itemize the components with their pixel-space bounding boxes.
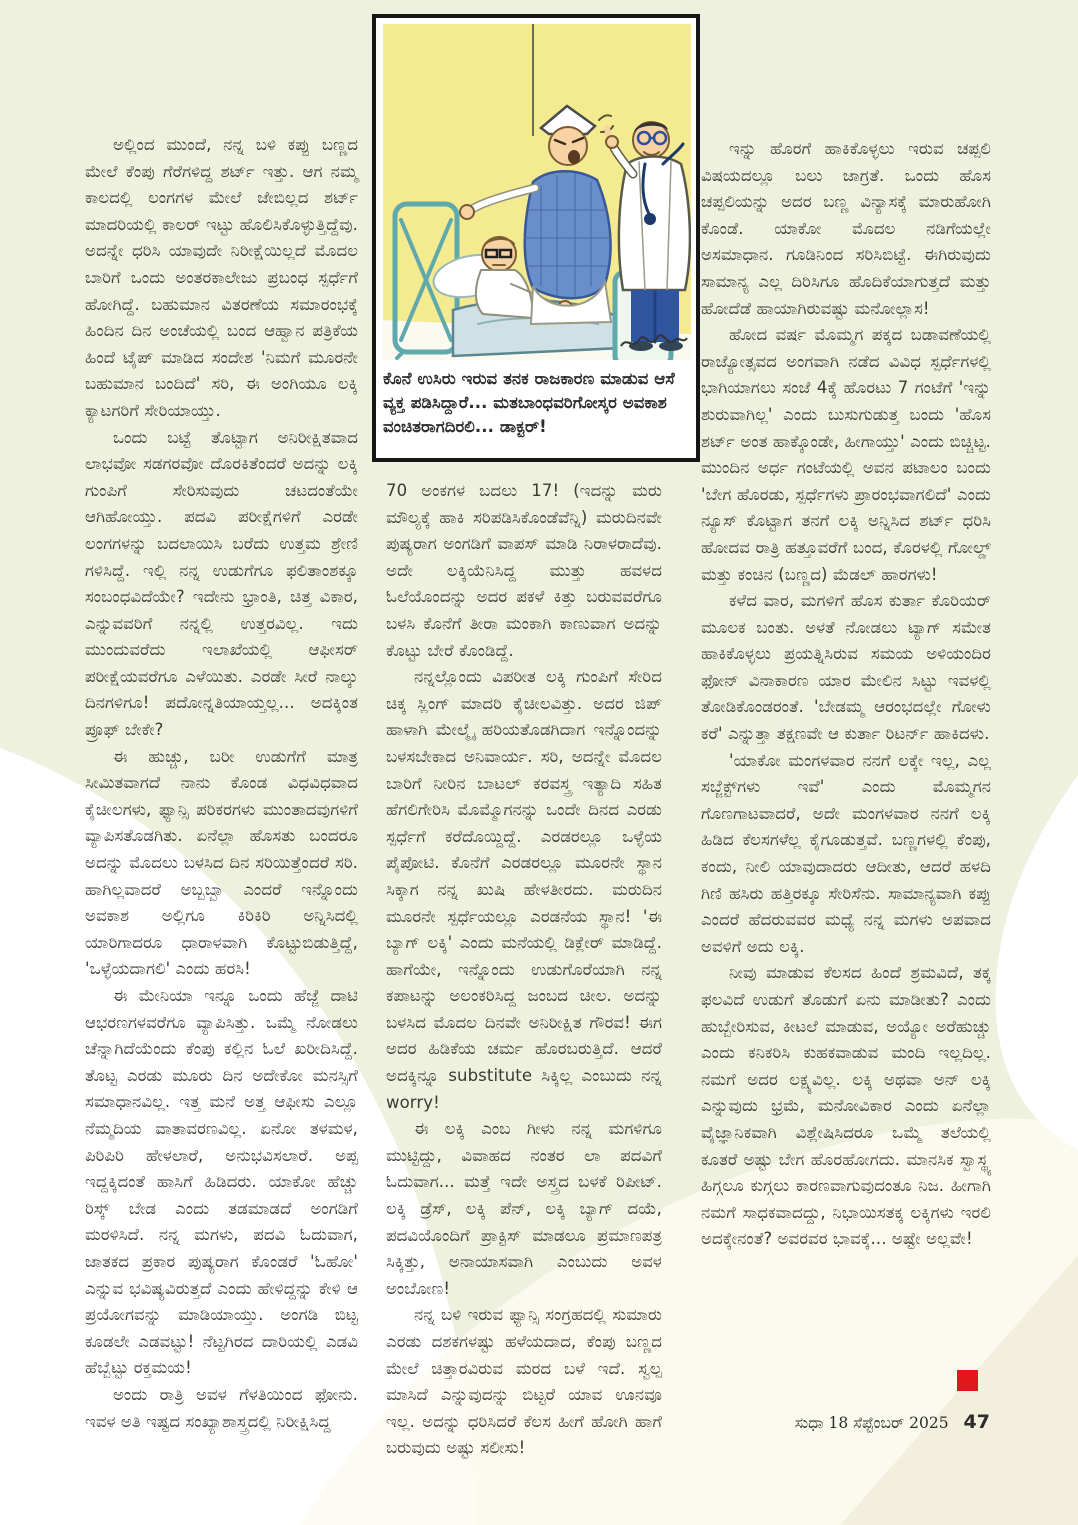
footer-page-number: 47 (963, 1411, 990, 1433)
paragraph: ಈ ಲಕ್ಕಿ ಎಂಬ ಗೀಳು ನನ್ನ ಮಗಳಿಗೂ ಮುಟ್ಟಿದ್ದು, ವಿವಾಹದ ನಂತರ ಲಾ ಪದವಿಗೆ ಓದುವಾಗ... ಮತ್ತೆ ಇದೇ ಅಸ್ತ್ರದ ಬಳಕೆ ರಿಪೀಟ್. ಲಕ್ಕಿ ಡ್ರೆಸ್, ಲಕ್ಕಿ ಪೆನ್, ಲಕ್ಕಿ ಬ್ಯಾಗ್ ದಯೆ, ಪದವಿಯೊಂದಿಗೆ ಪ್ರಾಕ್ಟಿಸ್ ಮಾಡಲೂ ಪ್ರಮಾಣಪತ್ರ ಸಿಕ್ಕಿತ್ತು, ಅನಾಯಾಸವಾಗಿ ಎಂಬುದು ಅವಳ ಅಂಬೋಣ! (386, 1119, 662, 1298)
paragraph: ನನ್ನ ಬಳಿ ಇರುವ ಫ್ಯಾನ್ಸಿ ಸಂಗ್ರಹದಲ್ಲಿ ಸುಮಾರು ಎರಡು ದಶಕಗಳಷ್ಟು ಹಳೆಯದಾದ, ಕೆಂಪು ಬಣ್ಣದ ಮೇಲೆ ಚಿತ್ತಾರವಿರುವ ಮರದ ಬಳೆ ಇದೆ. ಸ್ವಲ್ಪ ಮಾಸಿದೆ ಎನ್ನುವುದನ್ನು ಬಿಟ್ಟರೆ ಯಾವ ಊನವೂ ಇಲ್ಲ. ಅದನ್ನು ಧರಿಸಿದರೆ ಕೆಲಸ ಹೀಗೆ ಹೋಗಿ ಹಾಗೆ ಬರುವುದು ಅಷ್ಟು ಸಲೀಸು! (386, 1305, 662, 1458)
paragraph: ಇನ್ನು ಹೊರಗೆ ಹಾಕಿಕೊಳ್ಳಲು ಇರುವ ಚಪ್ಪಲಿ ವಿಷಯದಲ್ಲೂ ಬಲು ಜಾಗ್ರತೆ. ಒಂದು ಹೊಸ ಚಪ್ಪಲಿಯನ್ನು ಅದರ ಬಣ್ಣ ವಿನ್ಯಾಸಕ್ಕೆ ಮಾರುಹೋಗಿ ಕೊಂಡೆ. ಯಾಕೋ ಮೊದಲ ನಡಿಗೆಯಲ್ಲೇ ಅಸಮಾಧಾನ. ಗೂಡಿನಿಂದ ಸರಿಸಿಬಿಟ್ಟೆ. ಈಗಿರುವುದು ಸಾಮಾನ್ಯ ಎಲ್ಲ ದಿರಿಸಿಗೂ ಹೊದಿಕೆಯಾಗುತ್ತದೆ ಮತ್ತು ಹೋದೆಡೆ ಹಾಯಾಗಿರುವಷ್ಟು ಮನೋಲ್ಲಾಸ! (701, 139, 991, 318)
paragraph: ನನ್ನಲ್ಲೊಂದು ವಿಪರೀತ ಲಕ್ಕಿ ಗುಂಪಿಗೆ ಸೇರಿದ ಚಿಕ್ಕ ಸ್ಲಿಂಗ್ ಮಾದರಿ ಕೈಚೀಲವಿತ್ತು. ಅದರ ಜಿಪ್ ಹಾಳಾಗಿ ಮೇಲ್ಮೈ ಹರಿಯತೊಡಗಿದಾಗ ಇನ್ನೊಂದನ್ನು ಬಳಸಬೇಕಾದ ಅನಿವಾರ್ಯ. ಸರಿ, ಅದನ್ನೇ ಮೊದಲ ಬಾರಿಗೆ ನೀರಿನ ಬಾಟಲ್ ಕರವಸ್ತ್ರ ಇತ್ಯಾದಿ ಸಹಿತ ಹೆಗಲಿಗೇರಿಸಿ ಮೊಮ್ಮೊಗನನ್ನು ಒಂದೇ ದಿನದ ಎರಡು ಸ್ಪರ್ಧೆಗೆ ಕರೆದೊಯ್ದಿದ್ದೆ. ಎರಡರಲ್ಲೂ ಒಳ್ಳೆಯ ಪೈಪೋಟಿ. ಕೊನೆಗೆ ಎರಡರಲ್ಲೂ ಮೂರನೇ ಸ್ಥಾನ ಸಿಕ್ಕಾಗ ನನ್ನ ಖುಷಿ ಹೇಳತೀರದು. ಮರುದಿನ ಮೂರನೇ ಸ್ಪರ್ಧೆಯಲ್ಲೂ ಎರಡನೆಯ ಸ್ಥಾನ! 'ಈ ಬ್ಯಾಗ್ ಲಕ್ಕಿ' ಎಂದು ಮನೆಯಲ್ಲಿ ಡಿಕ್ಲೇರ್ ಮಾಡಿದ್ದೆ. ಹಾಗೆಯೇ, ಇನ್ನೊಂದು ಉಡುಗೊರೆಯಾಗಿ ನನ್ನ ಕಪಾಟನ್ನು ಅಲಂಕರಿಸಿದ್ದ ಜಂಬದ ಚೀಲ. ಅದನ್ನು ಬಳಸಿದ ಮೊದಲ ದಿನವೇ ಅನಿರೀಕ್ಷಿತ ಗೌರವ! ಈಗ ಅದರ ಹಿಡಿಕೆಯ ಚರ್ಮ ಹೊರಬರುತ್ತಿದೆ. ಆದರೆ ಅದಕ್ಕಿನ್ನೂ substitute ಸಿಕ್ಕಿಲ್ಲ ಎಂಬುದು ನನ್ನ worry! (386, 667, 662, 1112)
paragraph: ಕಳೆದ ವಾರ, ಮಗಳಿಗೆ ಹೊಸ ಕುರ್ತಾ ಕೊರಿಯರ್ ಮೂಲಕ ಬಂತು. ಅಳತೆ ನೋಡಲು ಟ್ಯಾಗ್ ಸಮೇತ ಹಾಕಿಕೊಳ್ಳಲು ಪ್ರಯತ್ನಿಸಿರುವ ಸಮಯ ಅಳಿಯಂದಿರ ಫೋನ್ ವಿನಾಕಾರಣ ಯಾರ ಮೇಲಿನ ಸಿಟ್ಟು ಇವಳಲ್ಲಿ ತೋಡಿಕೊಂಡರಂತೆ. 'ಬೇಡಮ್ಮ ಆರಂಭದಲ್ಲೇ ಗೋಳು ಕರೆ' ಎನ್ನುತ್ತಾ ತಕ್ಷಣವೇ ಆ ಕುರ್ತಾ ರಿಟರ್ನ್ ಹಾಕಿದಳು. (701, 591, 991, 744)
paragraph: ಈ ಮೇನಿಯಾ ಇನ್ನೂ ಒಂದು ಹೆಜ್ಜೆ ದಾಟಿ ಆಭರಣಗಳವರೆಗೂ ವ್ಯಾಪಿಸಿತ್ತು. ಒಮ್ಮೆ ನೋಡಲು ಚೆನ್ನಾಗಿದೆಯೆಂದು ಕೆಂಪು ಕಲ್ಲಿನ ಓಲೆ ಖರೀದಿಸಿದ್ದೆ. ತೊಟ್ಟ ಎರಡು ಮೂರು ದಿನ ಅದೇಕೋ ಮನಸ್ಸಿಗೆ ಸಮಾಧಾನವಿಲ್ಲ. ಇತ್ತ ಮನೆ ಅತ್ತ ಆಫೀಸು ಎಲ್ಲೂ ನೆಮ್ಮದಿಯ ವಾತಾವರಣವಿಲ್ಲ. ಏನೋ ತಳಮಳ, ಪಿರಿಪಿರಿ ಹೇಳಲಾರೆ, ಅನುಭವಿಸಲಾರೆ. ಅಪ್ಪ ಇದ್ದಕ್ಕಿದಂತೆ ಹಾಸಿಗೆ ಹಿಡಿದರು. ಯಾಕೋ ಹೆಚ್ಚು ರಿಸ್ಕ್ ಬೇಡ ಎಂದು ತಡಮಾಡದೆ ಅಂಗಡಿಗೆ ಮರಳಿಸಿದೆ. ನನ್ನ ಮಗಳು, ಪದವಿ ಓದುವಾಗ, ಜಾತಕದ ಪ್ರಕಾರ ಪುಷ್ಯರಾಗ ಕೊಂಡರೆ 'ಓಹೋ' ಎನ್ನುವ ಭವಿಷ್ಯವಿರುತ್ತದೆ ಎಂದು ಹೇಳಿದ್ದನ್ನು ಕೇಳಿ ಆ ಪ್ರಯೋಗವನ್ನು ಮಾಡಿಯಾಯ್ತು. ಅಂಗಡಿ ಬಿಟ್ಟ ಕೂಡಲೇ ಎಡವಟ್ಟು! ನೆಟ್ಟಗಿರದ ದಾರಿಯಲ್ಲಿ ಎಡವಿ ಹೆಬ್ಬೆಟ್ಟು ರಕ್ತಮಯ! (85, 986, 358, 1378)
paragraph: ಅಂದು ರಾತ್ರಿ ಅವಳ ಗೆಳತಿಯಿಂದ ಫೋನು. ಇವಳ ಅತಿ ಇಷ್ಟದ ಸಂಖ್ಯಾಶಾಸ್ತ್ರದಲ್ಲಿ ನಿರೀಕ್ಷಿಸಿದ್ದ (85, 1384, 358, 1431)
end-of-article-marker (957, 1370, 978, 1391)
cartoon-illustration (383, 24, 691, 360)
paragraph: 70 ಅಂಕಗಳ ಬದಲು 17! (ಇದನ್ನು ಮರು ಮೌಲ್ಯಕ್ಕೆ ಹಾಕಿ ಸರಿಪಡಿಸಿಕೊಂಡೆವೆನ್ನಿ) ಮರುದಿನವೇ ಪುಷ್ಯರಾಗ ಅಂಗಡಿಗೆ ವಾಪಸ್ ಮಾಡಿ ನಿರಾಳರಾದೆವು. ಅದೇ ಲಕ್ಕಿಯೆನಿಸಿದ್ದ ಮುತ್ತು ಹವಳದ ಓಲೆಯೊಂದನ್ನು ಅದರ ಪಕಳೆ ಕಿತ್ತು ಬರುವವರೆಗೂ ಬಳಸಿ ಕೊನೆಗೆ ತೀರಾ ಮಂಕಾಗಿ ಕಾಣುವಾಗ ಅದನ್ನು ಕೊಟ್ಟು ಬೇರೆ ಕೊಂಡಿದ್ದೆ. (386, 481, 662, 660)
footer-issue-line: ಸುಧಾ 18 ಸೆಪ್ಟೆಂಬರ್ 2025 (794, 1414, 949, 1432)
cartoon-panel (372, 14, 700, 462)
article-column-left (85, 132, 358, 1435)
paragraph: ಅಲ್ಲಿಂದ ಮುಂದೆ, ನನ್ನ ಬಳಿ ಕಪ್ಪು ಬಣ್ಣದ ಮೇಲೆ ಕೆಂಪು ಗೆರೆಗಳಿದ್ದ ಶರ್ಟ್ ಇತ್ತು. ಆಗ ನಮ್ಮ ಕಾಲದಲ್ಲಿ ಲಂಗಗಳ ಮೇಲೆ ಜೇಬಿಲ್ಲದ ಶರ್ಟ್ ಮಾದರಿಯಲ್ಲಿ ಕಾಲರ್ ಇಟ್ಟು ಹೊಲಿಸಿಕೊಳ್ಳುತ್ತಿದ್ದೆವು. ಅದನ್ನೇ ಧರಿಸಿ ಯಾವುದೇ ನಿರೀಕ್ಷೆಯಿಲ್ಲದೆ ಮೊದಲ ಬಾರಿಗೆ ಒಂದು ಅಂತರಕಾಲೇಜು ಪ್ರಬಂಧ ಸ್ಪರ್ಧೆಗೆ ಹೋಗಿದ್ದೆ. ಬಹುಮಾನ ವಿತರಣೆಯ ಸಮಾರಂಭಕ್ಕೆ ಹಿಂದಿನ ದಿನ ಅಂಚೆಯಲ್ಲಿ ಬಂದ ಆಹ್ವಾನ ಪತ್ರಿಕೆಯ ಹಿಂದೆ ಟೈಪ್ ಮಾಡಿದ ಸಂದೇಶ 'ನಿಮಗೆ ಮೂರನೇ ಬಹುಮಾನ ಬಂದಿದೆ' ಸರಿ, ಈ ಅಂಗಿಯೂ ಲಕ್ಕಿ ಕ್ಯಾಟಗರಿಗೆ ಸೇರಿಯಾಯ್ತು. (85, 135, 358, 420)
paragraph: ಹೋದ ವರ್ಷ ಮೊಮ್ಮಗ ಪಕ್ಕದ ಬಡಾವಣೆಯಲ್ಲಿ ರಾಜ್ಯೋತ್ಸವದ ಅಂಗವಾಗಿ ನಡೆದ ವಿವಿಧ ಸ್ಪರ್ಧೆಗಳಲ್ಲಿ ಭಾಗಿಯಾಗಲು ಸಂಜೆ 4ಕ್ಕೆ ಹೊರಟು 7 ಗಂಟೆಗೆ 'ಇನ್ನು ಶುರುವಾಗಿಲ್ಲ' ಎಂದು ಬುಸುಗುಡುತ್ತ ಬಂದು 'ಹೊಸ ಶರ್ಟ್ ಅಂತ ಹಾಕ್ಕೊಂಡೇ, ಹೀಗಾಯ್ತು' ಎಂದು ಬಿಚ್ಚಿಟ್ಟ. ಮುಂದಿನ ಅರ್ಧ ಗಂಟೆಯಲ್ಲಿ ಅವನ ಪಟಾಲಂ ಬಂದು 'ಬೇಗ ಹೊರಡು, ಸ್ಪರ್ಧೆಗಳು ಪ್ರಾರಂಭವಾಗಲಿದೆ' ಎಂದು ನ್ಯೂಸ್ ಕೊಟ್ಟಾಗ ತನಗೆ ಲಕ್ಕಿ ಅನ್ನಿಸಿದ ಶರ್ಟ್ ಧರಿಸಿ ಹೋದವ ರಾತ್ರಿ ಹತ್ತೂವರೆಗೆ ಬಂದ, ಕೊರಳಲ್ಲಿ ಗೋಲ್ಡ್ ಮತ್ತು ಕಂಚಿನ (ಬಣ್ಣದ) ಮೆಡಲ್ ಹಾರಗಳು! (701, 325, 991, 584)
paragraph: ನೀವು ಮಾಡುವ ಕೆಲಸದ ಹಿಂದೆ ಶ್ರಮವಿದೆ, ತಕ್ಕ ಫಲವಿದೆ ಉಡುಗೆ ತೊಡುಗೆ ಏನು ಮಾಡೀತು? ಎಂದು ಹುಬ್ಬೇರಿಸುವ, ಕೀಟಲೆ ಮಾಡುವ, ಅಯ್ಯೋ ಅರೆಹುಚ್ಚು ಎಂದು ಕನಿಕರಿಸಿ ಕುಹಕವಾಡುವ ಮಂದಿ ಇಲ್ಲದಿಲ್ಲ. ನಮಗೆ ಅದರ ಲಕ್ಷ್ಯವಿಲ್ಲ. ಲಕ್ಕಿ ಅಥವಾ ಅನ್ ಲಕ್ಕಿ ಎನ್ನುವುದು ಭ್ರಮೆ, ಮನೋವಿಕಾರ ಎಂದು ಏನೆಲ್ಲಾ ವೈಜ್ಞಾನಿಕವಾಗಿ ವಿಶ್ಲೇಷಿಸಿದರೂ ಒಮ್ಮೆ ತಲೆಯಲ್ಲಿ ಕೂತರೆ ಅಷ್ಟು ಬೇಗ ಹೊರಹೋಗದು. ಮಾನಸಿಕ ಸ್ವಾಸ್ಥ್ಯ ಹಿಗ್ಗಲೂ ಕುಗ್ಗಲು ಕಾರಣವಾಗುವುದಂತೂ ನಿಜ. ಹೀಗಾಗಿ ನಮಗೆ ಸಾಧಕವಾದದ್ದು, ನಿಭಾಯಿಸತಕ್ಕ ಲಕ್ಕಿಗಳು ಇರಲಿ ಅದಕ್ಕೇನಂತೆ? ಅವರವರ ಭಾವಕ್ಕೆ... ಅಷ್ಟೇ ಅಲ್ಲವೇ! (701, 963, 991, 1249)
article-column-right (701, 136, 991, 1253)
paragraph: 'ಯಾಕೋ ಮಂಗಳವಾರ ನನಗೆ ಲಕ್ಕೇ ಇಲ್ಲ, ಎಲ್ಲ ಸಬ್ಜೆಕ್ಟ್‌ಗಳು ಇವೆ' ಎಂದು ಮೊಮ್ಮಗನ ಗೊಣಗಾಟವಾದರೆ, ಅದೇ ಮಂಗಳವಾರ ನನಗೆ ಲಕ್ಕಿ ಹಿಡಿದ ಕೆಲಸಗಳೆಲ್ಲ ಕೈಗೂಡುತ್ತವೆ. ಬಣ್ಣಗಳಲ್ಲಿ ಕೆಂಪು, ಕಂದು, ನೀಲಿ ಯಾವುದಾದರು ಆದೀತು, ಆದರೆ ಹಳದಿ ಗಿಣಿ ಹಸಿರು ಹತ್ತಿರಕ್ಕೂ ಸೇರಿಸೆನು. ಸಾಮಾನ್ಯವಾಗಿ ಕಪ್ಪು ಎಂದರೆ ಹೆದರುವವರ ಮಧ್ಯೆ ನನ್ನ ಮಗಳು ಅಪವಾದ ಅವಳಿಗೆ ಅದು ಲಕ್ಕಿ. (701, 750, 991, 956)
paragraph: ಒಂದು ಬಟ್ಟೆ ತೊಟ್ಟಾಗ ಅನಿರೀಕ್ಷಿತವಾದ ಲಾಭವೋ ಸಡಗರವೋ ದೊರಕಿತೆಂದರೆ ಅದನ್ನು ಲಕ್ಕಿ ಗುಂಪಿಗೆ ಸೇರಿಸುವುದು ಚಟದಂತೆಯೇ ಆಗಿಹೋಯ್ತು. ಪದವಿ ಪರೀಕ್ಷೆಗಳಿಗೆ ಎರಡೇ ಲಂಗಗಳನ್ನು ಬದಲಾಯಿಸಿ ಬರೆದು ಉತ್ತಮ ಶ್ರೇಣಿ ಗಳಿಸಿದ್ದೆ. ಇಲ್ಲಿ ನನ್ನ ಉಡುಗೆಗೂ ಫಲಿತಾಂಶಕ್ಕೂ ಸಂಬಂಧವಿದೆಯೇ? ಇದೇನು ಭ್ರಾಂತಿ, ಚಿತ್ತ ವಿಕಾರ, ಎನ್ನುವವರಿಗೆ ನನ್ನಲ್ಲಿ ಉತ್ತರವಿಲ್ಲ. ಇದು ಮುಂದುವರೆದು ಇಲಾಖೆಯಲ್ಲಿ ಆಫೀಸರ್ ಪರೀಕ್ಷೆಯವರೆಗೂ ಎಳೆಯಿತು. ಎರಡೇ ಸೀರೆ ನಾಲ್ಕು ದಿನಗಳಿಗೂ! ಪದೋನ್ನತಿಯಾಯ್ತಲ್ಲ... ಅದಕ್ಕಿಂತ ಪ್ರೂಫ್ ಬೇಕೇ? (85, 427, 358, 740)
page-footer (795, 1411, 990, 1433)
paragraph: ಈ ಹುಚ್ಚು, ಬರೀ ಉಡುಗೆಗೆ ಮಾತ್ರ ಸೀಮಿತವಾಗದೆ ನಾನು ಕೊಂಡ ವಿಧವಿಧವಾದ ಕೈಚೀಲಗಳು, ಫ್ಯಾನ್ಸಿ ಪರಿಕರಗಳು ಮುಂತಾದವುಗಳಿಗೆ ವ್ಯಾಪಿಸತೊಡಗಿತು. ಏನೆಲ್ಲಾ ಹೊಸತು ಬಂದರೂ ಅದನ್ನು ಮೊದಲು ಬಳಸಿದ ದಿನ ಸರಿಯಿತ್ತೆಂದರೆ ಸರಿ. ಹಾಗಿಲ್ಲವಾದರೆ ಅಬ್ಬಬ್ಬಾ ಎಂದರೆ ಇನ್ನೊಂದು ಅವಕಾಶ ಅಲ್ಲಿಗೂ ಕಿರಿಕಿರಿ ಅನ್ನಿಸಿದಲ್ಲಿ ಯಾರಿಗಾದರೂ ಧಾರಾಳವಾಗಿ ಕೊಟ್ಟುಬಿಡುತ್ತಿದ್ದೆ, 'ಒಳ್ಳೆಯದಾಗಲಿ' ಎಂದು ಹರಸಿ! (85, 746, 358, 979)
cartoon-caption: ಕೊನೆ ಉಸಿರು ಇರುವ ತನಕ ರಾಜಕಾರಣ ಮಾಡುವ ಆಸೆ ವ್ಯಕ್ತ ಪಡಿಸಿದ್ದಾರೆ... ಮತಬಾಂಧವರಿಗೋಸ್ಕರ ಅವಕಾಶ ವಂಚಿತರಾಗದಿರಲಿ... ಡಾಕ್ಟರ್! (383, 369, 675, 436)
article-column-middle (386, 478, 662, 1462)
